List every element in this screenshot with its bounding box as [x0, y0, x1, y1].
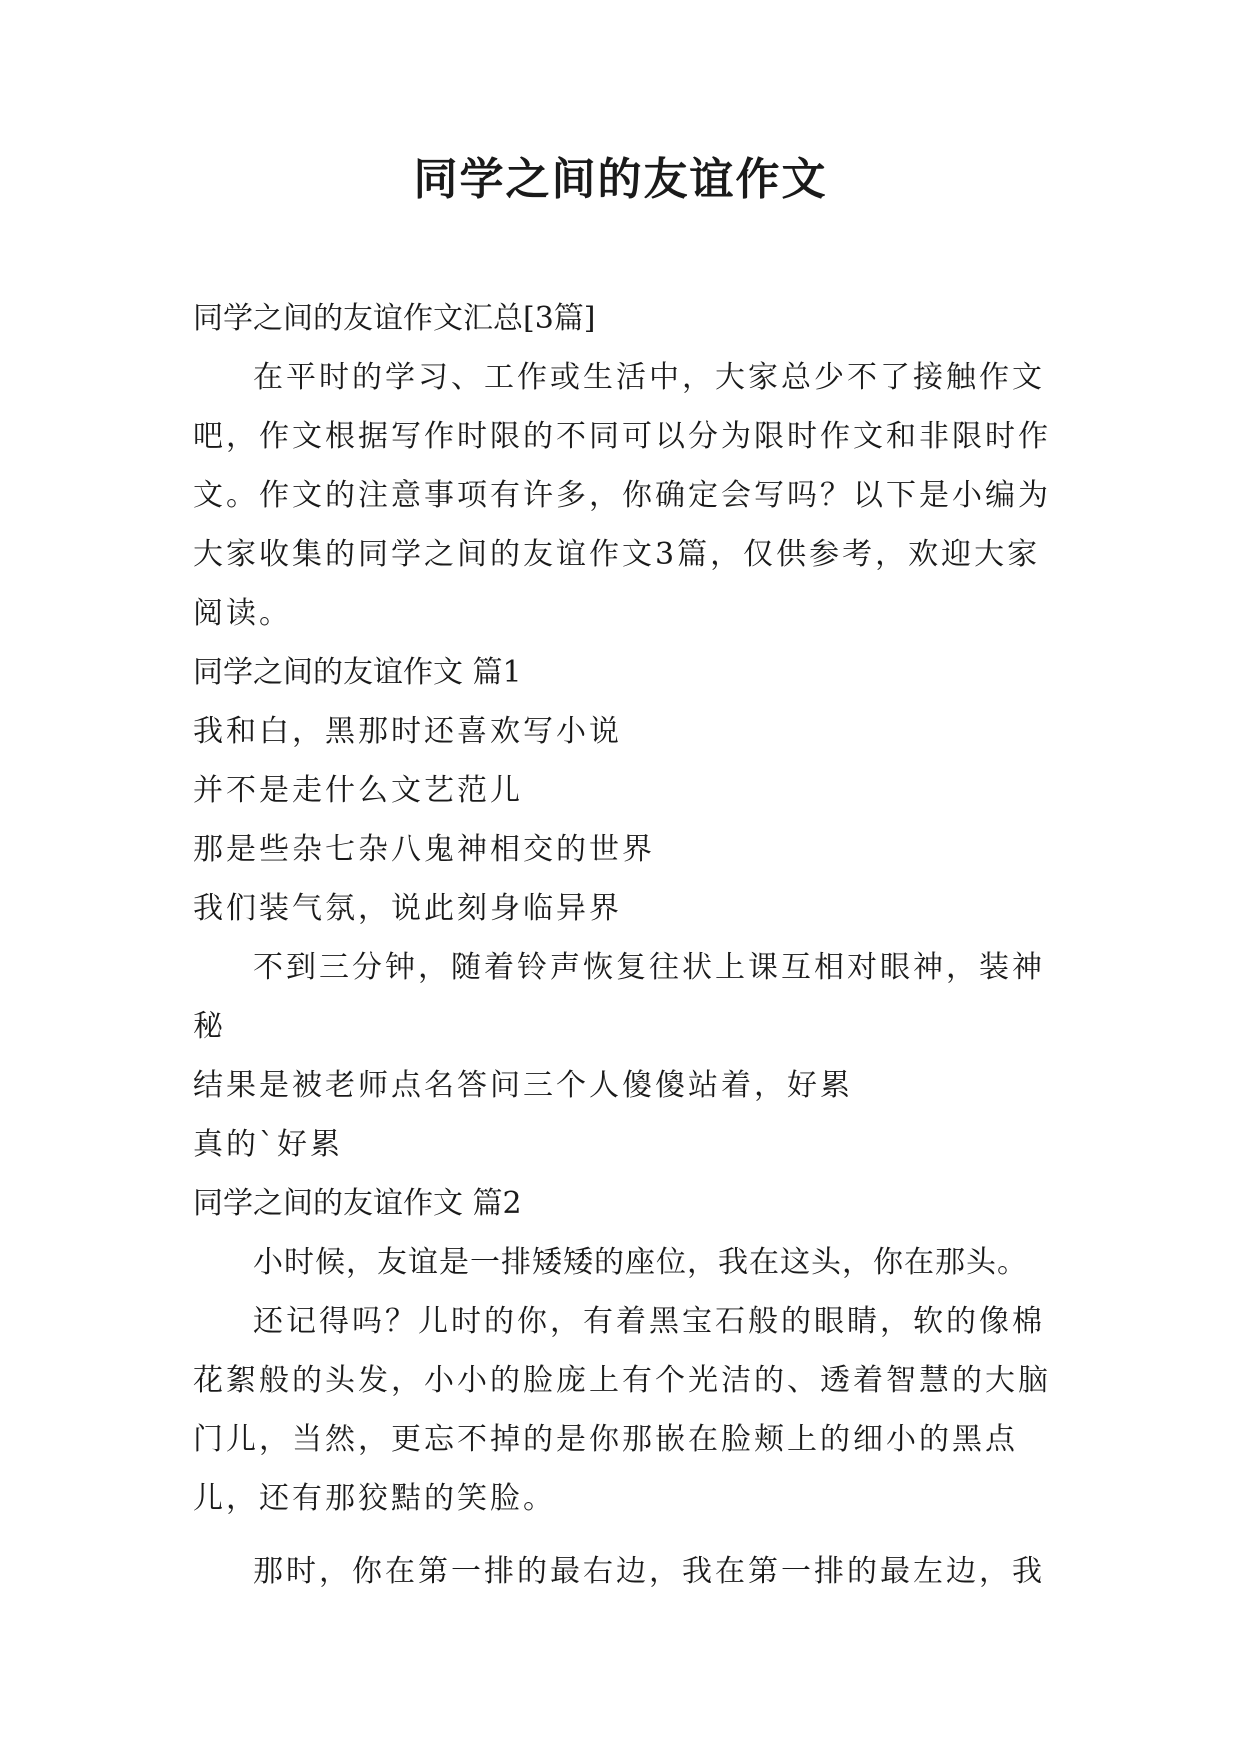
body-paragraph: 小时候，友谊是一排矮矮的座位，我在这头，你在那头。 — [253, 1245, 1028, 1280]
poem-line: 我们装气氛，说此刻身临异界 — [193, 891, 622, 926]
poem-line: 不到三分钟，随着铃声恢复往状上课互相对眼神，装神秘 — [193, 950, 1045, 1044]
body-paragraph: 还记得吗？儿时的你，有着黑宝石般的眼睛，软的像棉花絮般的头发，小小的脸庞上有个光洁的、透着智慧的大脑门儿，当然，更忘不掉的是你那嵌在脸颊上的细小的黑点儿，还有那狡黠的笑脸。 — [193, 1304, 1051, 1516]
poem-line: 我和白，黑那时还喜欢写小说 — [193, 714, 622, 749]
body-paragraph: 那时，你在第一排的最右边，我在第一排的最左边，我 — [253, 1554, 1045, 1589]
poem-line: 结果是被老师点名答问三个人傻傻站着，好累 — [193, 1068, 853, 1103]
poem-line: 并不是走什么文艺范儿 — [193, 773, 523, 808]
document-title: 同学之间的友谊作文 — [413, 154, 828, 205]
document-body — [193, 289, 1059, 1601]
part2-heading: 同学之间的友谊作文 篇2 — [193, 1186, 522, 1221]
poem-line: 真的`好累 — [193, 1127, 343, 1162]
poem-line: 那是些杂七杂八鬼神相交的世界 — [193, 832, 655, 867]
summary-heading: 同学之间的友谊作文汇总[3篇] — [193, 301, 596, 336]
part1-heading: 同学之间的友谊作文 篇1 — [193, 655, 522, 690]
intro-paragraph: 在平时的学习、工作或生活中，大家总少不了接触作文吧，作文根据写作时限的不同可以分为限时作文和非限时作文。作文的注意事项有许多，你确定会写吗？以下是小编为大家收集的同学之间的友谊作文3篇，仅供参考，欢迎大家阅读。 — [193, 360, 1051, 631]
